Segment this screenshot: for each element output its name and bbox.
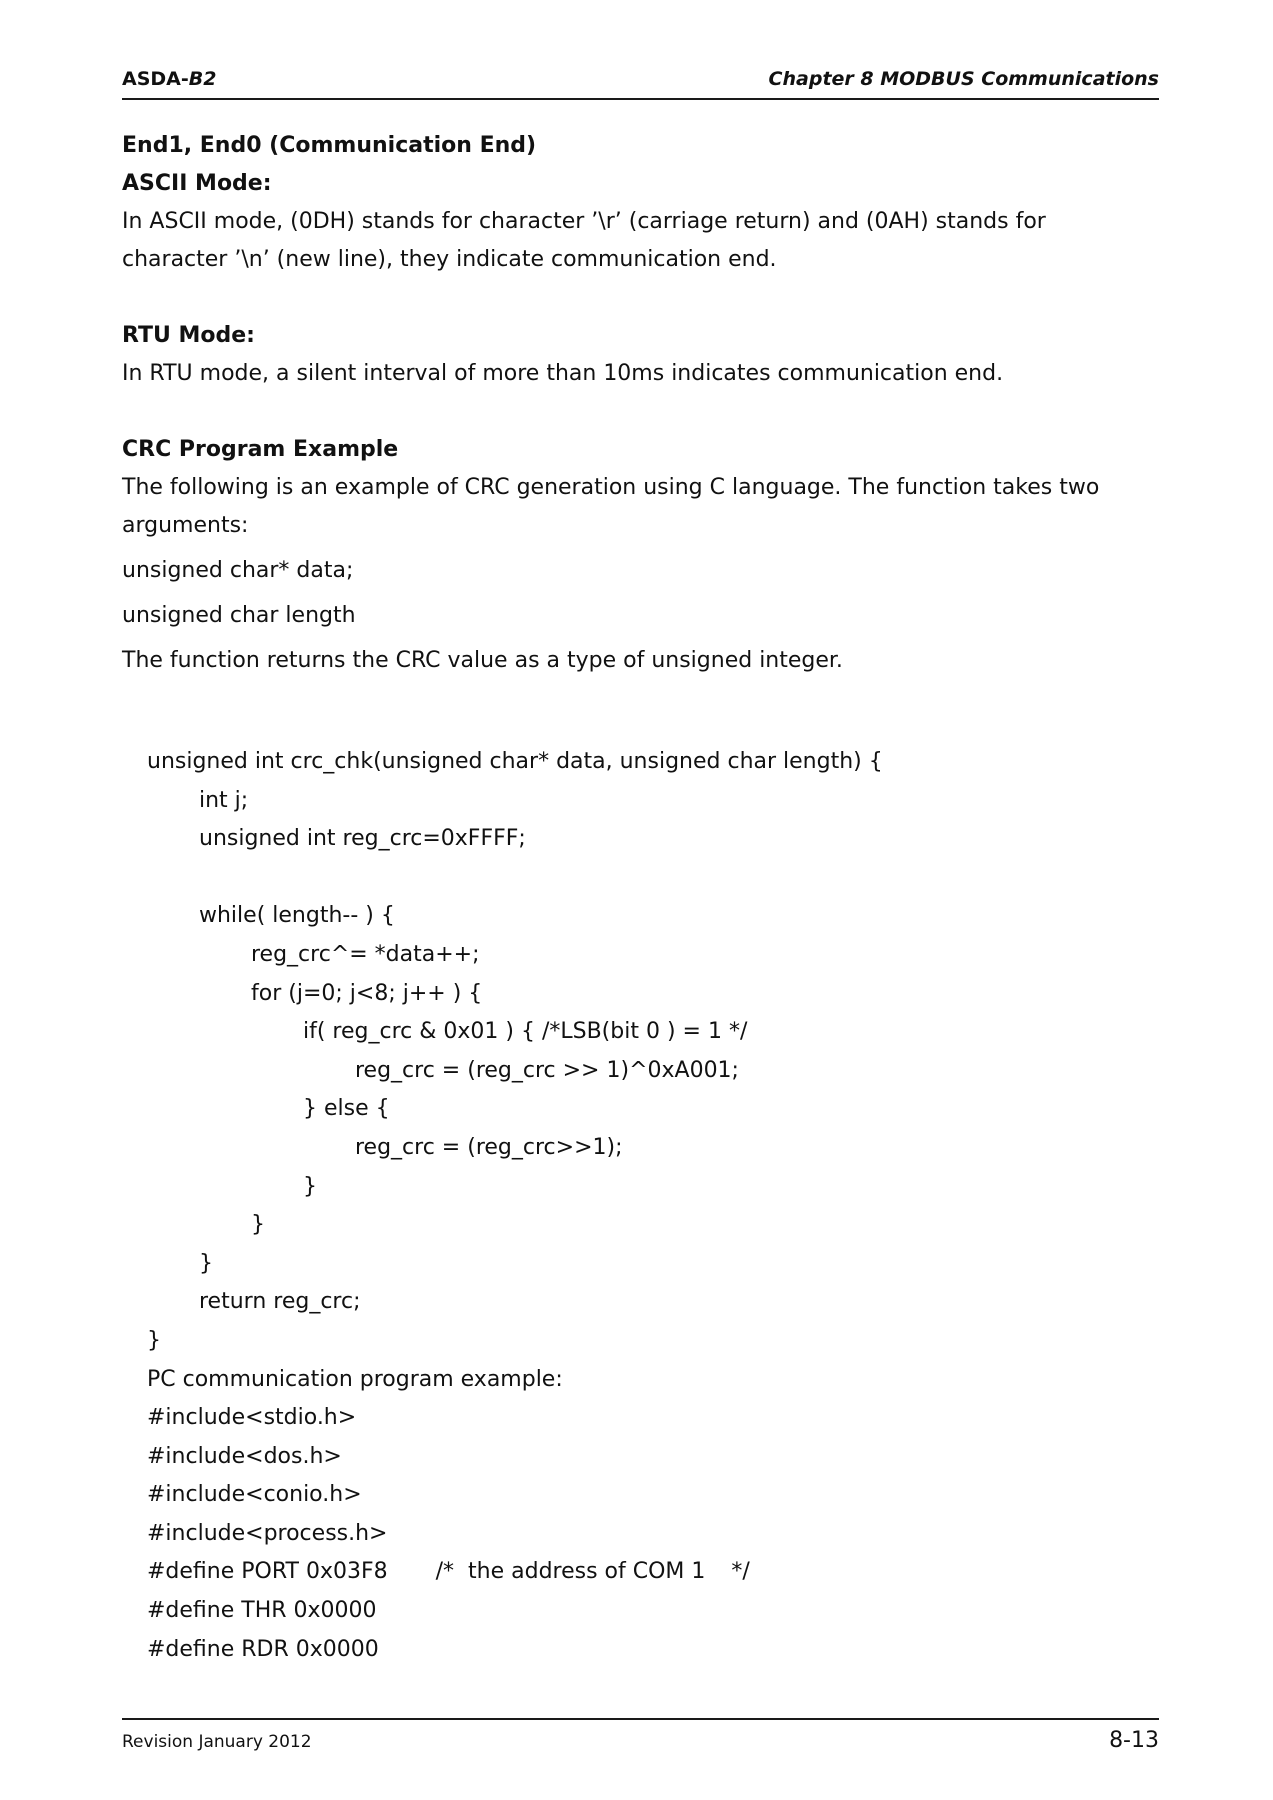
code-line: if( reg_crc & 0x01 ) { /*LSB(bit 0 ) = 1 */: [303, 1019, 748, 1045]
model-suffix: B2: [188, 68, 217, 90]
code-line: #include<stdio.h>: [147, 1405, 357, 1431]
argument-data: unsigned char* data;: [122, 558, 354, 583]
code-comment: /* the address of COM 1: [435, 1559, 706, 1585]
revision-date: Revision January 2012: [122, 1732, 312, 1752]
code-line: reg_crc = (reg_crc>>1);: [355, 1134, 623, 1160]
code-line: while( length-- ) {: [199, 903, 395, 929]
code-line: unsigned int crc_chk(unsigned char* data, unsigned char length) {: [147, 749, 883, 774]
page-body: [122, 127, 1162, 680]
code-line: }: [199, 1250, 213, 1276]
ascii-text-line-2: character ’\n’ (new line), they indicate communication end.: [122, 247, 777, 272]
rtu-text: In RTU mode, a silent interval of more than 10ms indicates communication end.: [122, 361, 1004, 386]
code-line: #include<dos.h>: [147, 1443, 342, 1469]
heading-rtu-mode: RTU Mode:: [122, 323, 255, 348]
code-define-port: #define PORT 0x03F8: [147, 1559, 388, 1585]
code-line: #include<process.h>: [147, 1520, 388, 1546]
code-line: reg_crc^= *data++;: [251, 941, 480, 967]
code-line: unsigned int reg_crc=0xFFFF;: [199, 826, 526, 852]
code-line: #include<conio.h>: [147, 1482, 362, 1508]
model-base: ASDA-: [122, 68, 189, 90]
code-line: }: [303, 1173, 317, 1199]
code-line: }: [147, 1327, 161, 1353]
argument-length: unsigned char length: [122, 603, 356, 628]
code-line: PC communication program example:: [147, 1366, 563, 1392]
model-name: [122, 68, 216, 90]
code-line: #define RDR 0x0000: [147, 1636, 379, 1662]
code-line: reg_crc = (reg_crc >> 1)^0xA001;: [355, 1057, 739, 1083]
page-header: [122, 68, 1159, 100]
code-line: } else {: [303, 1096, 390, 1122]
heading-crc-example: CRC Program Example: [122, 437, 399, 462]
crc-intro-line-1: The following is an example of CRC generation using C language. The function takes two: [122, 475, 1100, 500]
code-blank-line: [147, 859, 883, 898]
heading-communication-end: End1, End0 (Communication End): [122, 133, 537, 158]
code-line: int j;: [199, 787, 249, 813]
code-line: #define THR 0x0000: [147, 1598, 377, 1624]
code-line-define-port: [147, 1553, 883, 1592]
crc-intro-line-2: arguments:: [122, 513, 249, 538]
page-footer: [122, 1718, 1159, 1760]
page-number: 8-13: [1109, 1728, 1159, 1753]
chapter-title: Chapter 8 MODBUS Communications: [768, 68, 1159, 90]
code-line: }: [251, 1212, 265, 1238]
returns-text: The function returns the CRC value as a type of unsigned integer.: [122, 648, 843, 673]
ascii-text-line-1: In ASCII mode, (0DH) stands for character ’\r’ (carriage return) and (0AH) stands for: [122, 209, 1046, 234]
code-listing: [147, 743, 883, 1669]
code-line: return reg_crc;: [199, 1289, 361, 1315]
code-line: for (j=0; j<8; j++ ) {: [251, 980, 483, 1006]
heading-ascii-mode: ASCII Mode:: [122, 171, 272, 196]
code-comment-end: */: [731, 1559, 750, 1585]
